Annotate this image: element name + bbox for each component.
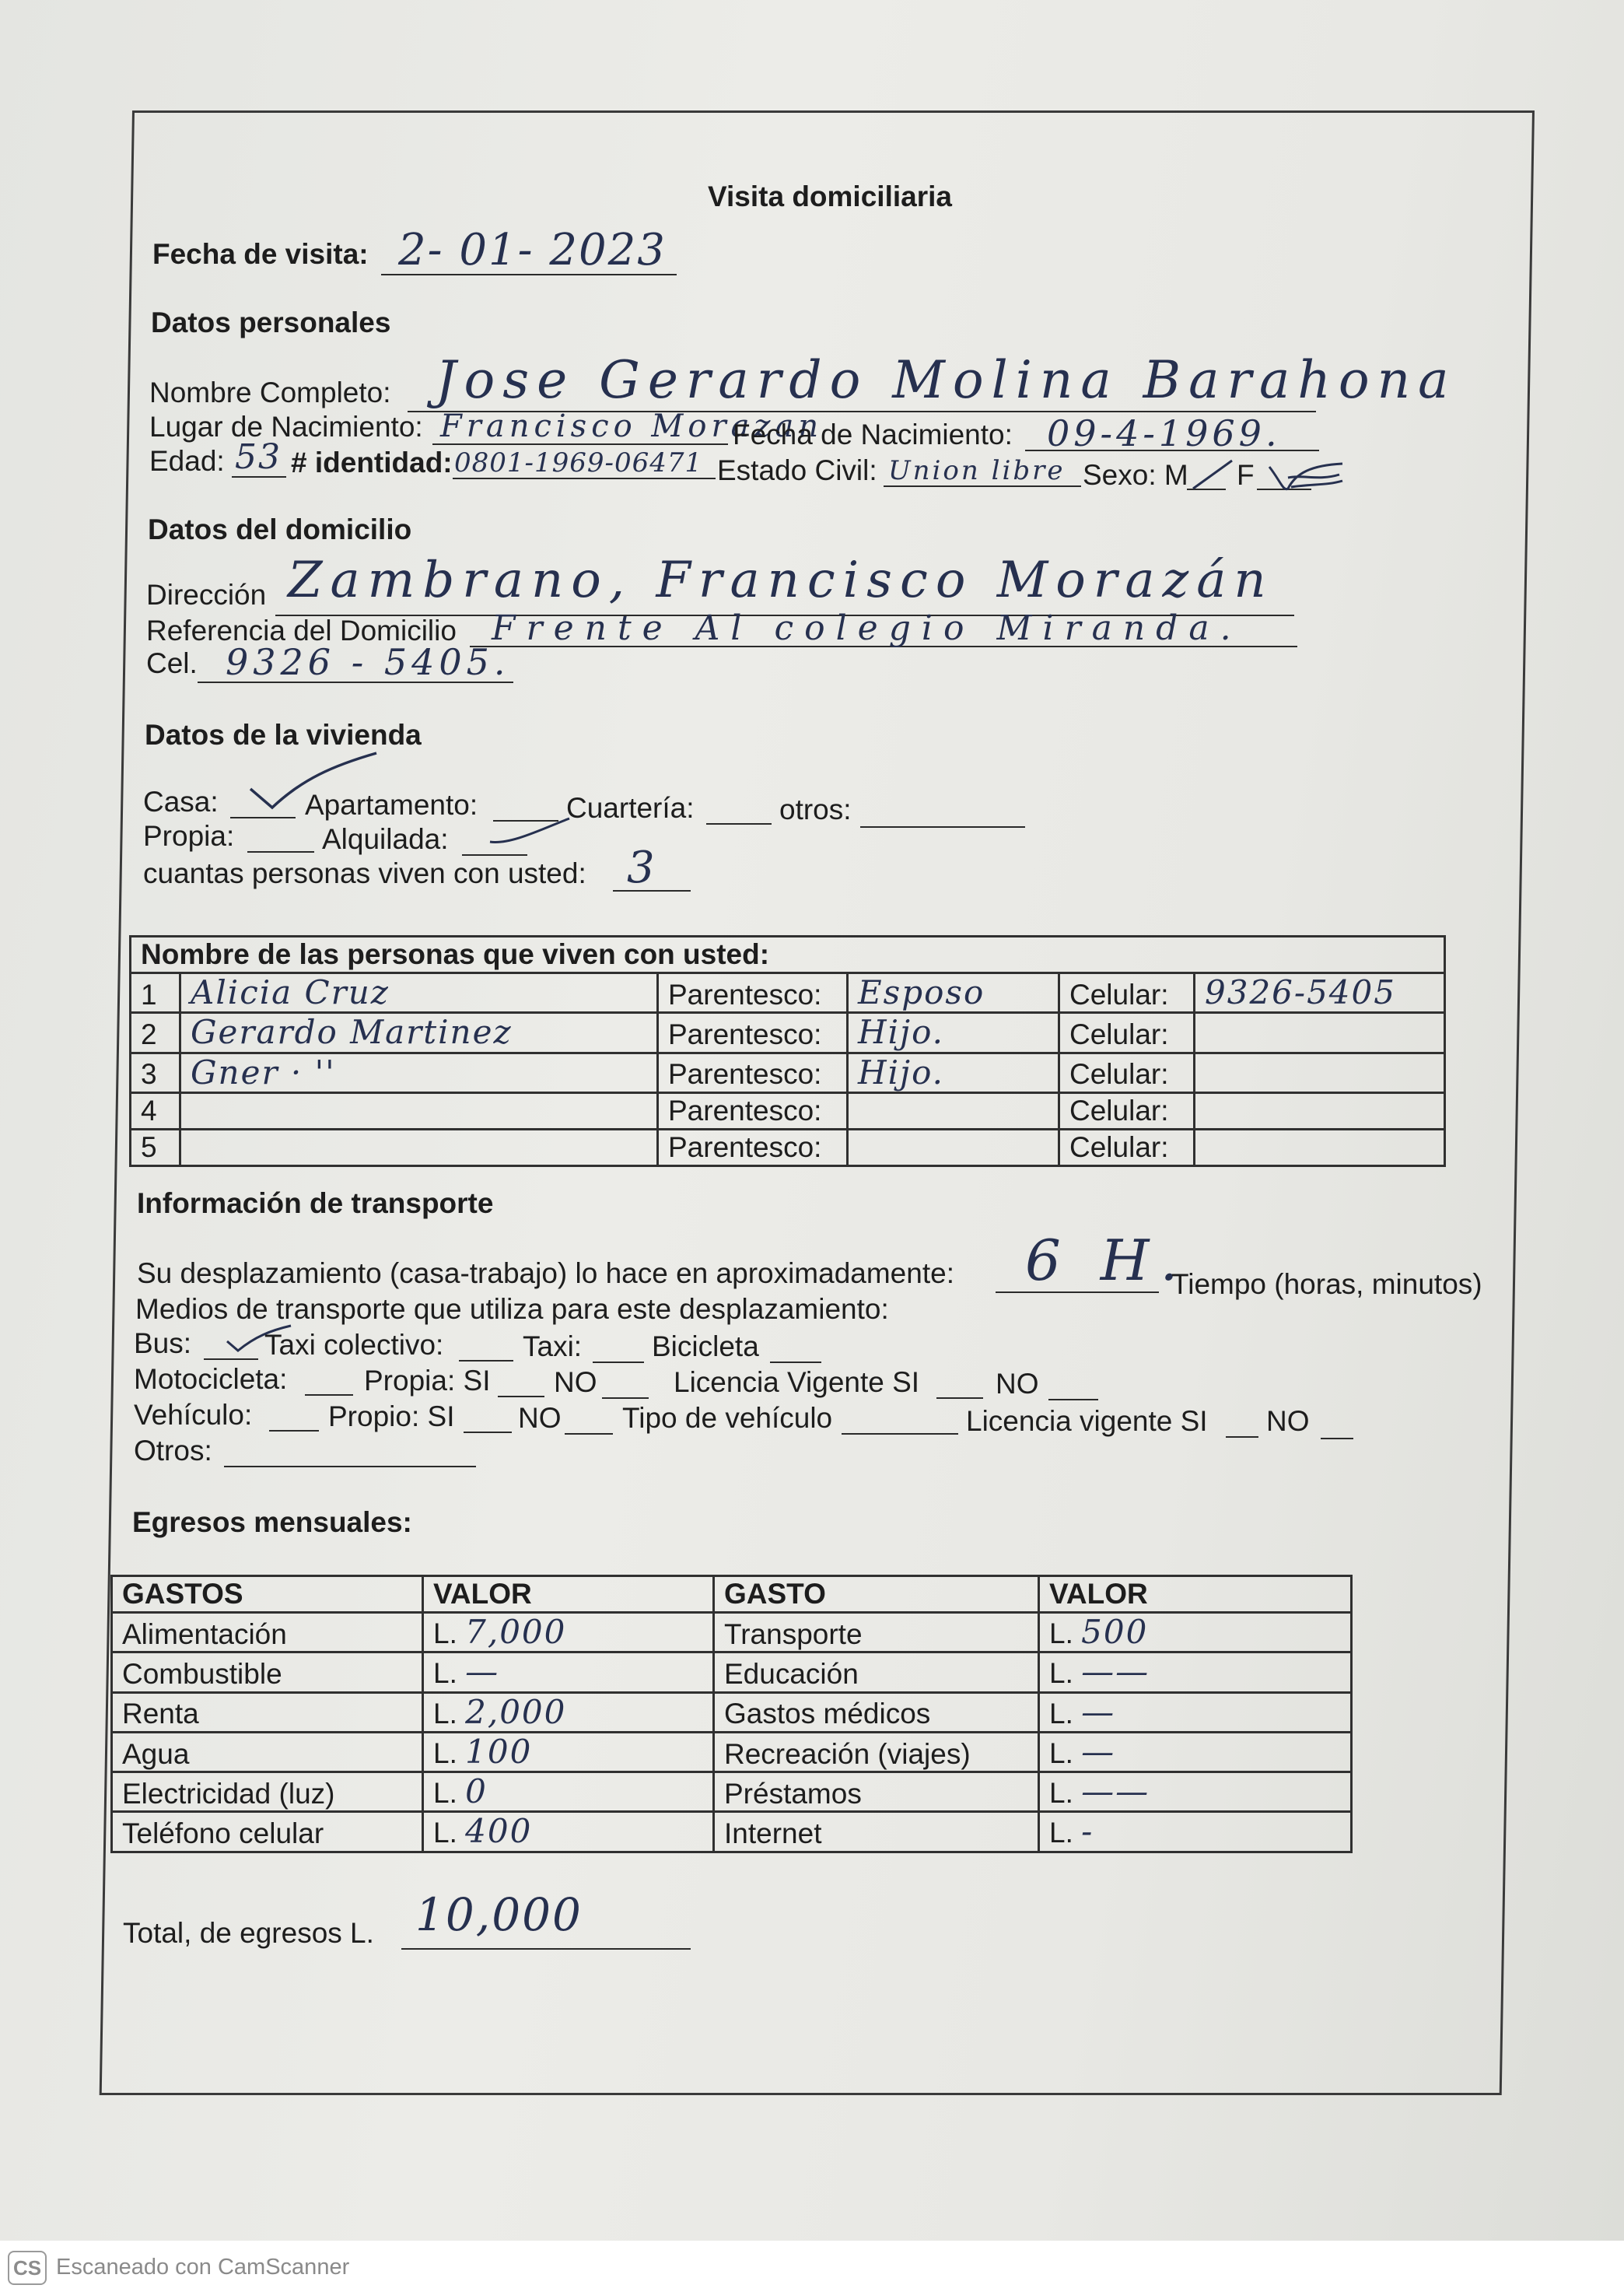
- person-phone: [1195, 1013, 1445, 1053]
- currency: L.: [433, 1737, 457, 1769]
- table-row: [112, 1692, 1352, 1732]
- vehicle-type-line: [842, 1433, 958, 1435]
- camscanner-logo: CS: [8, 2251, 47, 2285]
- person-name: Gner · '': [180, 1053, 658, 1092]
- table-row: [131, 973, 1445, 1013]
- license-si-line: [936, 1397, 983, 1399]
- section-housing: Datos de la vivienda: [145, 719, 422, 751]
- expense-value: ——: [1081, 1652, 1150, 1691]
- civil-status-value: Union libre: [888, 455, 1066, 486]
- table-row: [131, 1053, 1445, 1092]
- person-relation: [848, 1092, 1059, 1129]
- taxi-line: [593, 1362, 644, 1363]
- currency: L.: [433, 1617, 457, 1649]
- table-row: [131, 1013, 1445, 1053]
- birthdate-label: Fecha de Nacimiento:: [733, 419, 1013, 450]
- expense-name: Educación: [714, 1652, 1039, 1692]
- section-home: Datos del domicilio: [148, 513, 412, 545]
- transport-others-line: [224, 1466, 476, 1467]
- currency: L.: [433, 1657, 457, 1690]
- quarters-label: Cuartería:: [566, 792, 695, 824]
- expense-value-cell: [1039, 1652, 1352, 1692]
- person-name: [180, 1092, 658, 1129]
- table-row: [112, 1812, 1352, 1852]
- license2-label: Licencia vigente SI: [966, 1405, 1208, 1437]
- expense-name: Préstamos: [714, 1772, 1039, 1812]
- people-table-header: Nombre de las personas que viven con usted:: [131, 937, 1445, 973]
- expense-value: ——: [1081, 1772, 1150, 1811]
- camscanner-footer: [0, 2241, 1624, 2292]
- relation-label: Parentesco:: [658, 1013, 848, 1053]
- phone-label: Cel.: [146, 647, 198, 679]
- birthplace-value: Francisco Morazan: [440, 408, 824, 444]
- reference-value: Frente Al colegio Miranda.: [492, 608, 1242, 648]
- rented-mark: [487, 814, 572, 850]
- col-gastos: GASTOS: [112, 1576, 423, 1613]
- expense-value: —: [1081, 1692, 1116, 1731]
- currency: L.: [433, 1817, 457, 1849]
- currency: L.: [1049, 1737, 1073, 1769]
- quarters-line: [706, 823, 772, 825]
- table-row: [112, 1613, 1352, 1652]
- rented-line: [462, 854, 527, 856]
- commute-label: Su desplazamiento (casa-trabajo) lo hace en aproximadamente:: [137, 1257, 954, 1289]
- expense-value-cell: [1039, 1732, 1352, 1772]
- expense-value-cell: [423, 1772, 714, 1812]
- expense-value: 400: [465, 1812, 533, 1851]
- moto-label: Motocicleta:: [134, 1363, 288, 1395]
- birthdate-value: 09-4-1969.: [1047, 412, 1281, 454]
- form-title: Visita domiciliaria: [708, 180, 952, 212]
- apartment-label: Apartamento:: [305, 789, 478, 821]
- means-label: Medios de transporte que utiliza para este desplazamiento:: [135, 1293, 889, 1325]
- total-line: [401, 1948, 691, 1950]
- expense-value-cell: [1039, 1692, 1352, 1732]
- row-number: 2: [131, 1013, 180, 1053]
- bicycle-line: [770, 1362, 821, 1363]
- expense-name: Renta: [112, 1692, 423, 1732]
- expense-value: -: [1081, 1812, 1094, 1851]
- full-name-value: Jose Gerardo Molina Barahona: [436, 350, 1457, 410]
- person-relation: Hijo.: [848, 1053, 1059, 1092]
- license-label: Licencia Vigente SI: [674, 1366, 920, 1398]
- relation-label: Parentesco:: [658, 1053, 848, 1092]
- col-gasto: GASTO: [714, 1576, 1039, 1613]
- relation-label: Parentesco:: [658, 1129, 848, 1165]
- sex-scribble-mark: [1265, 457, 1347, 496]
- expense-name: Alimentación: [112, 1613, 423, 1652]
- row-number: 5: [131, 1129, 180, 1165]
- phone-col-label: Celular:: [1059, 1129, 1195, 1165]
- taxi-colectivo-label: Taxi colectivo:: [264, 1329, 444, 1361]
- total-value: 10,000: [415, 1888, 583, 1941]
- expense-name: Transporte: [714, 1613, 1039, 1652]
- person-phone: 9326-5405: [1195, 973, 1445, 1013]
- vehicle-si-line: [464, 1432, 512, 1433]
- expense-value: 7,000: [465, 1613, 567, 1651]
- expense-value: 0: [465, 1772, 488, 1811]
- people-count-value: 3: [627, 843, 656, 893]
- expenses-header-row: [112, 1576, 1352, 1613]
- expenses-table: [110, 1575, 1353, 1853]
- currency: L.: [1049, 1777, 1073, 1810]
- expense-value-cell: [1039, 1613, 1352, 1652]
- expense-value-cell: [423, 1732, 714, 1772]
- own-label: Propia:: [143, 820, 235, 852]
- person-relation: Hijo.: [848, 1013, 1059, 1053]
- house-label: Casa:: [143, 786, 219, 818]
- phone-col-label: Celular:: [1059, 1092, 1195, 1129]
- moto-line: [305, 1394, 353, 1396]
- expense-value-cell: [423, 1812, 714, 1852]
- relation-label: Parentesco:: [658, 1092, 848, 1129]
- vehicle-no-line: [565, 1433, 613, 1435]
- moto-no-label: NO: [554, 1366, 597, 1398]
- section-transport: Información de transporte: [137, 1187, 494, 1219]
- person-name: [180, 1129, 658, 1165]
- expense-name: Agua: [112, 1732, 423, 1772]
- section-personal: Datos personales: [151, 307, 391, 338]
- vehicle-no-label: NO: [518, 1402, 562, 1434]
- expense-value: —: [1081, 1732, 1116, 1771]
- expense-value: 2,000: [465, 1692, 567, 1731]
- person-phone: [1195, 1129, 1445, 1165]
- taxi-colectivo-line: [459, 1360, 513, 1362]
- others-label: otros:: [779, 794, 852, 825]
- visit-date-value: 2- 01- 2023: [398, 225, 667, 275]
- full-name-label: Nombre Completo:: [149, 377, 391, 408]
- moto-si-line: [498, 1396, 544, 1397]
- expense-value: —: [465, 1652, 500, 1691]
- expense-value-cell: [1039, 1812, 1352, 1852]
- table-row: [131, 1129, 1445, 1165]
- address-value: Zambrano, Francisco Morazán: [288, 552, 1274, 609]
- row-number: 4: [131, 1092, 180, 1129]
- col-valor2: VALOR: [1039, 1576, 1352, 1613]
- license2-si-line: [1226, 1436, 1258, 1438]
- vehicle-line: [269, 1430, 319, 1432]
- expense-value-cell: [423, 1652, 714, 1692]
- person-phone: [1195, 1053, 1445, 1092]
- sex-label: Sexo: M: [1083, 459, 1188, 491]
- currency: L.: [433, 1697, 457, 1730]
- bus-line: [204, 1358, 258, 1360]
- expense-name: Gastos médicos: [714, 1692, 1039, 1732]
- col-valor: VALOR: [423, 1576, 714, 1613]
- id-value: 0801-1969-06471: [454, 447, 703, 478]
- address-label: Dirección: [146, 579, 267, 611]
- currency: L.: [1049, 1697, 1073, 1730]
- vehicle-own-label: Propio: SI: [328, 1400, 455, 1432]
- people-count-label: cuantas personas viven con usted:: [143, 857, 586, 889]
- age-label: Edad:: [149, 445, 225, 477]
- phone-col-label: Celular:: [1059, 973, 1195, 1013]
- currency: L.: [1049, 1617, 1073, 1649]
- section-expenses: Egresos mensuales:: [132, 1506, 412, 1538]
- expense-name: Teléfono celular: [112, 1812, 423, 1852]
- moto-no-line: [602, 1397, 649, 1399]
- vehicle-type-label: Tipo de vehículo: [622, 1402, 833, 1434]
- row-number: 1: [131, 973, 180, 1013]
- taxi-label: Taxi:: [523, 1330, 583, 1362]
- expense-name: Combustible: [112, 1652, 423, 1692]
- expense-value-cell: [423, 1613, 714, 1652]
- birthplace-label: Lugar de Nacimiento:: [149, 411, 423, 443]
- person-relation: [848, 1129, 1059, 1165]
- relation-label: Parentesco:: [658, 973, 848, 1013]
- currency: L.: [1049, 1817, 1073, 1849]
- total-label: Total, de egresos L.: [123, 1917, 374, 1949]
- license-no-line: [1048, 1399, 1098, 1400]
- license2-no-label: NO: [1266, 1405, 1310, 1437]
- transport-others-label: Otros:: [134, 1435, 212, 1467]
- person-relation: Esposo: [848, 973, 1059, 1013]
- reference-label: Referencia del Domicilio: [146, 615, 457, 647]
- expense-value-cell: [1039, 1772, 1352, 1812]
- table-row: [112, 1652, 1352, 1692]
- others-line: [860, 826, 1025, 828]
- own-line: [247, 851, 314, 853]
- phone-value: 9326 - 5405.: [226, 641, 510, 683]
- table-row: [131, 1092, 1445, 1129]
- expense-value: 500: [1081, 1613, 1149, 1651]
- person-name: Gerardo Martinez: [180, 1013, 658, 1053]
- row-number: 3: [131, 1053, 180, 1092]
- phone-col-label: Celular:: [1059, 1053, 1195, 1092]
- expense-name: Internet: [714, 1812, 1039, 1852]
- camscanner-text: Escaneado con CamScanner: [56, 2255, 350, 2280]
- sex-slash-mark: [1190, 457, 1237, 492]
- bus-label: Bus:: [134, 1327, 192, 1359]
- moto-own-label: Propia: SI: [364, 1365, 491, 1397]
- vehicle-label: Vehículo:: [134, 1399, 253, 1431]
- currency: L.: [433, 1777, 457, 1810]
- table-row: [112, 1732, 1352, 1772]
- person-phone: [1195, 1092, 1445, 1129]
- table-row: [112, 1772, 1352, 1812]
- people-table: [129, 935, 1446, 1167]
- license-no-label: NO: [996, 1368, 1039, 1400]
- bicycle-label: Bicicleta: [652, 1330, 759, 1362]
- expense-value-cell: [423, 1692, 714, 1732]
- rented-label: Alquilada:: [322, 823, 449, 855]
- license2-no-line: [1321, 1438, 1353, 1439]
- people-table-header-row: [131, 937, 1445, 973]
- phone-col-label: Celular:: [1059, 1013, 1195, 1053]
- currency: L.: [1049, 1657, 1073, 1690]
- id-label: # identidad:: [291, 447, 453, 478]
- sex-female-label: F: [1237, 459, 1255, 491]
- expense-name: Electricidad (luz): [112, 1772, 423, 1812]
- civil-status-label: Estado Civil:: [717, 454, 877, 486]
- commute-value: 6 H.: [1025, 1228, 1189, 1293]
- expense-value: 100: [465, 1732, 533, 1771]
- age-value: 53: [235, 437, 282, 477]
- expense-name: Recreación (viajes): [714, 1732, 1039, 1772]
- person-name: Alicia Cruz: [180, 973, 658, 1013]
- visit-date-label: Fecha de visita:: [152, 238, 369, 270]
- commute-unit: Tiempo (horas, minutos): [1171, 1268, 1482, 1300]
